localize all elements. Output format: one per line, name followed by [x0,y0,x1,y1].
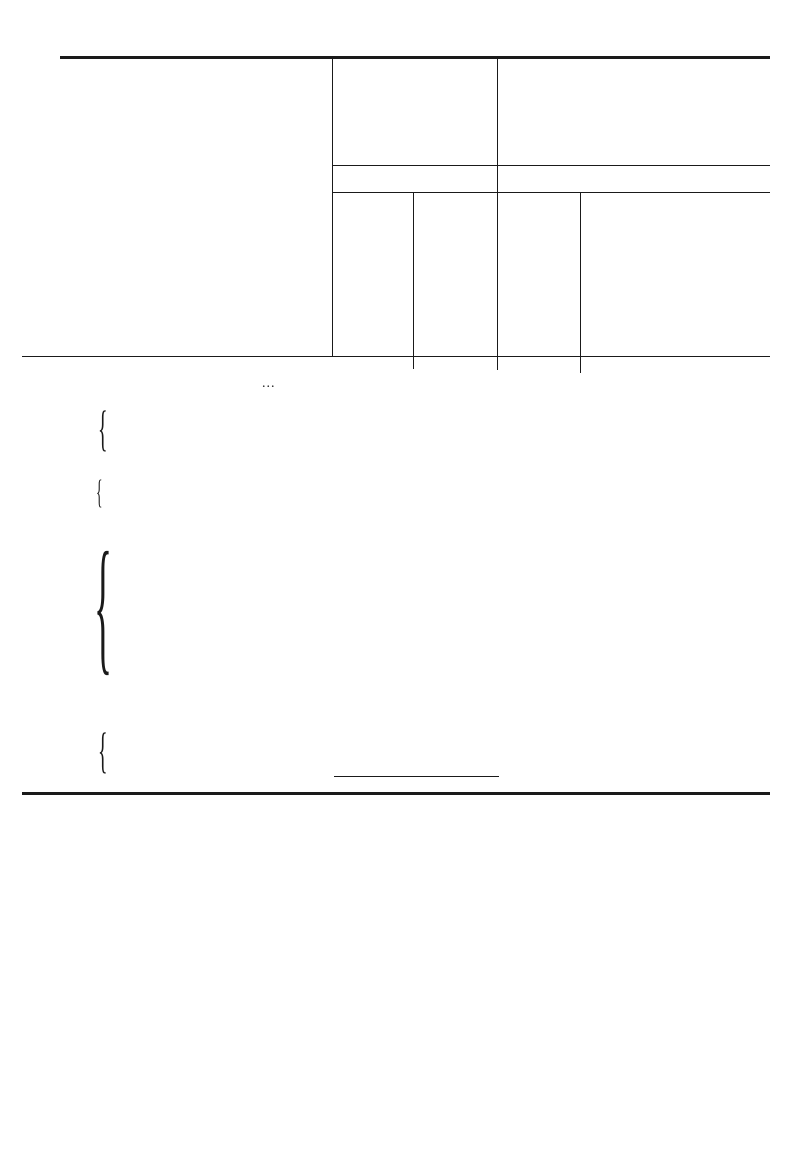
brace: { [98,400,108,456]
col-divider-special [497,58,498,370]
col-divider-routine-sub [413,193,414,357]
leader-dots: ... [262,376,276,391]
header-bottom-rule [22,356,770,357]
rule-before-totals [334,776,499,777]
col-tick-a [413,357,414,369]
col-tick-b [580,357,581,371]
col-divider-special-sub [580,193,581,373]
rule-under-groups [332,165,770,166]
col-divider-routine [332,58,333,356]
table-a-bottom-rule [22,792,770,795]
brace: { [98,722,108,778]
brace: { [94,522,112,688]
rule-under-no-defects [332,192,770,193]
brace: { [96,474,103,511]
table-top-rule [60,56,770,59]
